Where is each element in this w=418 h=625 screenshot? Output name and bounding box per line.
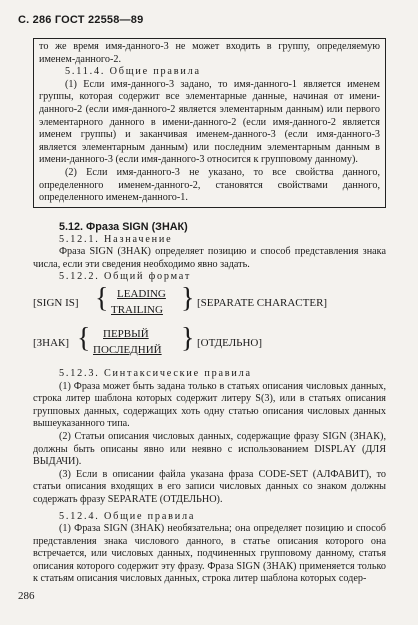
page-header: С. 286 ГОСТ 22558—89 <box>18 14 144 26</box>
format-otdelno: [ОТДЕЛЬНО] <box>197 336 263 349</box>
section-5-12-4-title: 5.12.4. Общие правила <box>59 510 196 522</box>
boxed-line-1: то же время имя-данного-3 не может входить в группу, определяемую именем-данного-2. <box>39 41 380 65</box>
syntax-rule-3: (3) Если в описании файла указана фраза CODE-SET (АЛФАВИТ), то статьи описания входящих в его записи числовых данных со знаком должны содержать фразу SEPARATE (ОТДЕЛЬНО). <box>33 468 386 505</box>
boxed-rule-1: (1) Если имя-данного-3 задано, то имя-данного-1 является именем группы, которая содержит все элементарные данные, начиная от имени-данного-2 (если имя-данного-2 является элементарным данным) или первого элементарного данного в имени-данного-2 (если имя-данного-2 является именем группы) и заканчивая именем-данного-3 (если имя-данного-3 является элементарным данным) или последним элементарным данным в имени-данного-3 (если имя-данного-3 относится к групповому данному). <box>39 78 380 166</box>
boxed-rule-2: (2) Если имя-данного-3 не указано, то все свойства данного, определенного именем-данного-2, становятся свойствами данного, определенного именем-данного-1. <box>39 166 380 204</box>
general-rule-1: (1) Фраза SIGN (ЗНАК) необязательна; она определяет позицию и способ представления знака числового данного, в статье описания которого она встречается, или числовых данных, подчиненных групповому данному, статья описания которого содержит эту фразу. Фраза SIGN (ЗНАК) применяется только к статьям описания числовых данных, строка литер шаблона которых содер- <box>33 523 386 585</box>
format-leading: LEADING <box>117 287 166 300</box>
section-5-12 <box>33 221 386 586</box>
format-separate: [SEPARATE CHARACTER] <box>197 296 328 309</box>
boxed-text-block <box>33 38 386 208</box>
format-russian <box>33 324 386 364</box>
format-perviy: ПЕРВЫЙ <box>103 327 149 340</box>
section-5-12-2-title: 5.12.2. Общий формат <box>59 271 192 283</box>
format-posledniy: ПОСЛЕДНИЙ <box>93 343 162 356</box>
left-brace-icon: { <box>77 322 91 354</box>
left-brace-icon: { <box>95 282 109 314</box>
syntax-rule-2: (2) Статьи описания числовых данных, содержащие фразу SIGN (ЗНАК), должны быть описаны явно или неявно с использованием DISPLAY (ДЛЯ ВЫДАЧИ). <box>33 430 386 468</box>
format-trailing: TRAILING <box>111 303 163 316</box>
format-english <box>33 284 386 324</box>
section-5-12-1-text: Фраза SIGN (ЗНАК) определяет позицию и способ представления знака числа, если эти сведения необходимо явно задать. <box>33 246 386 270</box>
section-5-12-3-title: 5.12.3. Синтаксические правила <box>59 367 252 379</box>
format-sign-is: [SIGN IS] <box>33 296 79 309</box>
section-5-12-1-title: 5.12.1. Назначение <box>59 233 173 245</box>
section-5-12-title: 5.12. Фраза SIGN (ЗНАК) <box>59 221 188 233</box>
right-brace-icon: } <box>181 322 195 354</box>
section-5-11-4-title: 5.11.4. Общие правила <box>65 66 201 78</box>
page-number: 286 <box>18 590 35 602</box>
format-znak: [ЗНАК] <box>33 336 70 349</box>
syntax-rule-1: (1) Фраза может быть задана только в статьях описания числовых данных, строка литер шаблона которых содержит литеру S(3), или в статьях описания групповых данных, содержащих хоть одну статью описания числовых данных вышеуказанного типа. <box>33 380 386 430</box>
right-brace-icon: } <box>181 282 195 314</box>
